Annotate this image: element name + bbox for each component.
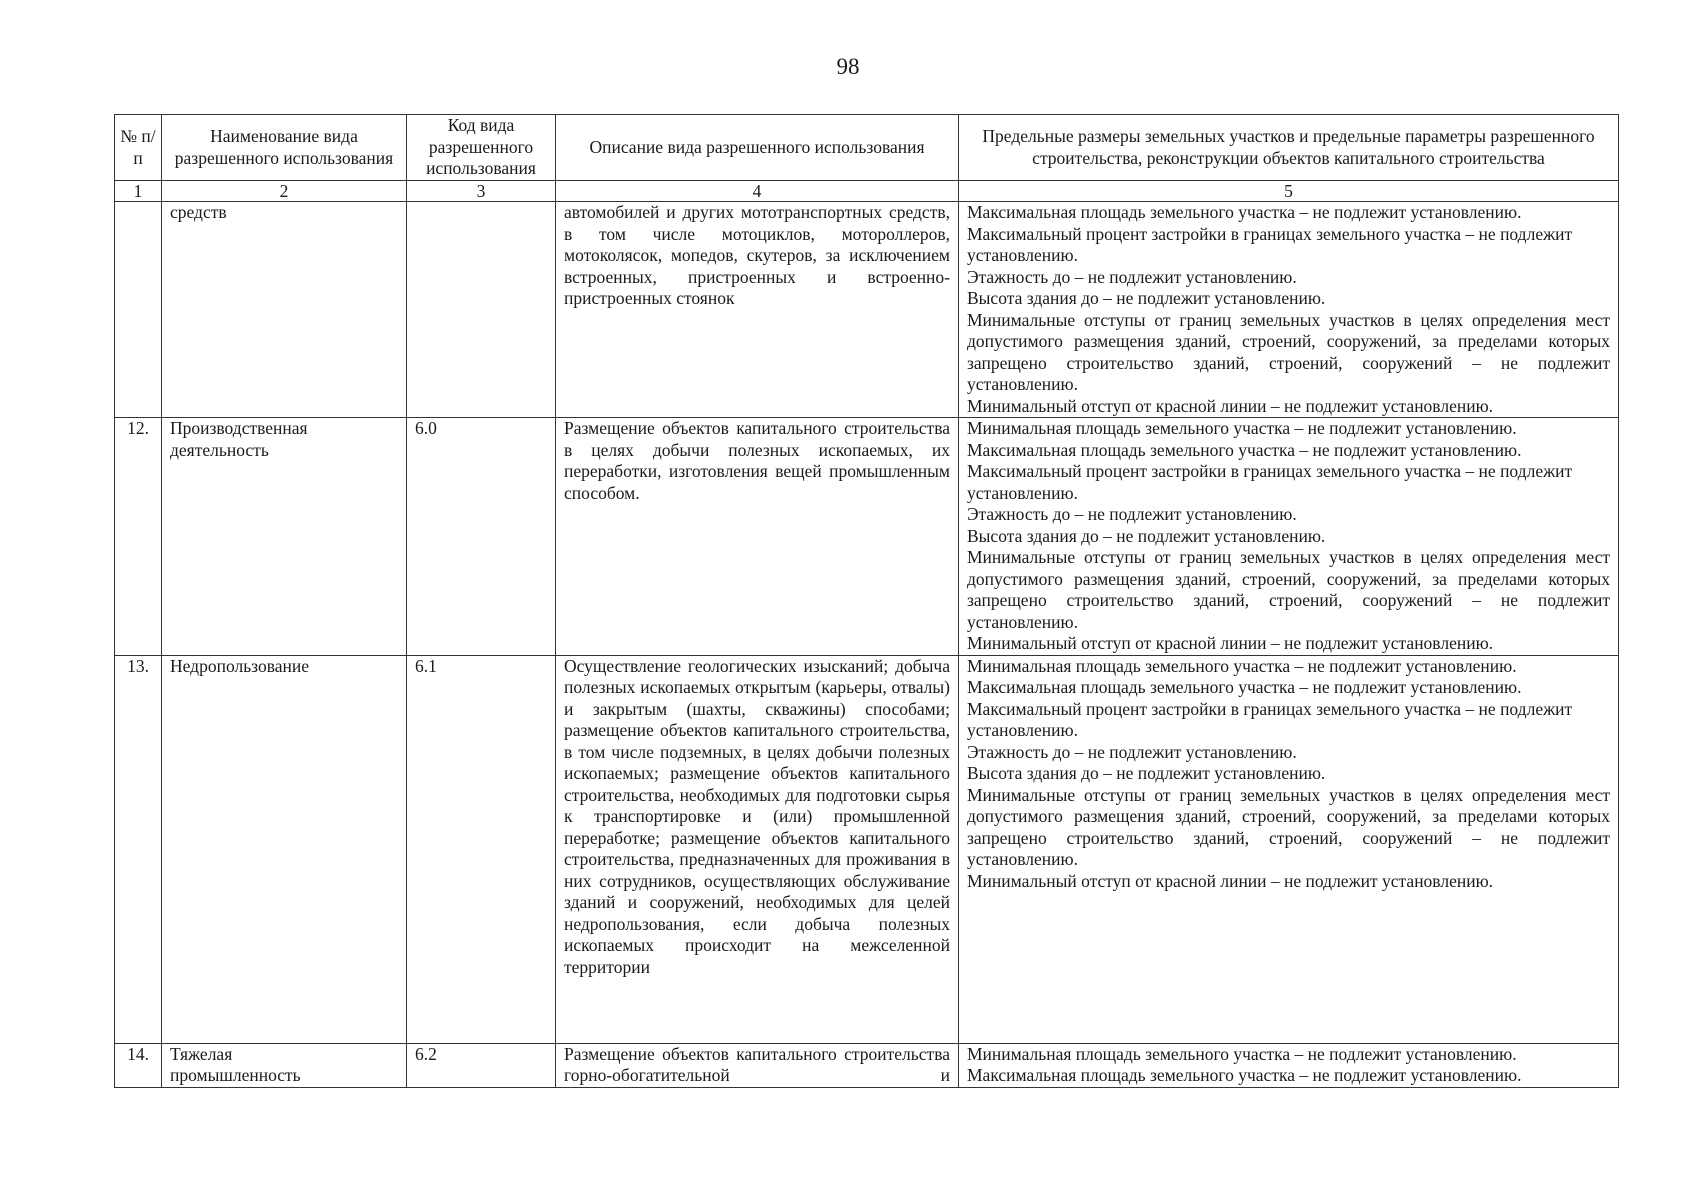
table-row <box>115 202 1619 418</box>
header-params: Предельные размеры земельных участков и предельные параметры разрешенного строительства, реконструкции объектов капитального строительства <box>959 115 1619 181</box>
param-line: Максимальный процент застройки в границах земельного участка – не подлежит установлению. <box>967 698 1573 740</box>
row-params <box>959 418 1619 656</box>
row-code: 6.1 <box>407 655 556 1043</box>
column-number: 4 <box>556 181 959 202</box>
header-code: Код вида разрешенного использования <box>407 115 556 181</box>
regulations-table <box>114 114 1619 1088</box>
param-line: Высота здания до – не подлежит установлению. <box>967 288 1326 308</box>
param-line: Минимальный отступ от красной линии – не подлежит установлению. <box>967 870 1494 891</box>
row-code: 6.0 <box>407 418 556 656</box>
param-line: Этажность до – не подлежит установлению. <box>967 266 1297 287</box>
row-name: Производственная деятельность <box>162 418 407 656</box>
row-code: 6.2 <box>407 1043 556 1087</box>
column-number: 3 <box>407 181 556 202</box>
row-description: Размещение объектов капитального строительства горно-обогатительной и <box>556 1043 959 1087</box>
param-line: Минимальные отступы от границ земельных участков в целях определения мест допустимого размещения зданий, строений, сооружений, за пределами которых запрещено строительство зданий, строений, сооружений – не подлежит установлению. <box>967 547 1610 632</box>
param-line: Минимальные отступы от границ земельных участков в целях определения мест допустимого размещения зданий, строений, сооружений, за пределами которых запрещено строительство зданий, строений, сооружений – не подлежит установлению. <box>967 784 1610 869</box>
row-name: Тяжелая промышленность <box>162 1043 407 1087</box>
row-description: автомобилей и других мототранспортных средств, в том числе мотоциклов, мотороллеров, мотоколясок, мопедов, скутеров, за исключением встроенных, пристроенных и встроенно-пристроенных стоянок <box>556 202 959 418</box>
param-line: Минимальный отступ от красной линии – не подлежит установлению. <box>967 395 1494 416</box>
row-name: Недропользование <box>162 655 407 1043</box>
column-number: 5 <box>959 181 1619 202</box>
row-number: 14. <box>115 1043 162 1087</box>
row-number <box>115 202 162 418</box>
row-number: 12. <box>115 418 162 656</box>
header-description: Описание вида разрешенного использования <box>556 115 959 181</box>
param-line: Высота здания до – не подлежит установлению. <box>967 763 1326 783</box>
row-params <box>959 202 1619 418</box>
param-line: Этажность до – не подлежит установлению. <box>967 741 1297 762</box>
param-line: Высота здания до – не подлежит установлению. <box>967 525 1326 546</box>
row-params <box>959 1043 1619 1087</box>
param-line: Максимальный процент застройки в границах земельного участка – не подлежит установлению. <box>967 223 1573 265</box>
table-row <box>115 1043 1619 1087</box>
row-params <box>959 655 1619 1043</box>
column-numbers-row <box>115 181 1619 202</box>
table-row <box>115 418 1619 656</box>
row-name: средств <box>162 202 407 418</box>
row-number: 13. <box>115 655 162 1043</box>
param-line: Минимальная площадь земельного участка – не подлежит установлению. <box>967 418 1517 438</box>
param-line: Максимальная площадь земельного участка – не подлежит установлению. <box>967 202 1522 222</box>
param-line: Минимальная площадь земельного участка – не подлежит установлению. <box>967 1043 1517 1064</box>
row-code <box>407 202 556 418</box>
param-line: Максимальная площадь земельного участка – не подлежит установлению. <box>967 1065 1522 1085</box>
param-line: Минимальная площадь земельного участка – не подлежит установлению. <box>967 655 1517 676</box>
param-line: Максимальный процент застройки в границах земельного участка – не подлежит установлению. <box>967 461 1573 503</box>
header-row <box>115 115 1619 181</box>
param-line: Максимальная площадь земельного участка – не подлежит установлению. <box>967 677 1522 697</box>
column-number: 2 <box>162 181 407 202</box>
row-description: Осуществление геологических изысканий; добыча полезных ископаемых открытым (карьеры, отвалы) и закрытым (шахты, скважины) способами; размещение объектов капитального строительства, в том числе подземных, в целях добычи полезных ископаемых; размещение объектов капитального строительства, необходимых для подготовки сырья к транспортировке и (или) промышленной переработке; размещение объектов капитального строительства, предназначенных для проживания в них сотрудников, осуществляющих обслуживание зданий и сооружений, необходимых для целей недропользования, если добыча полезных ископаемых происходит на межселенной территории <box>556 655 959 1043</box>
row-description: Размещение объектов капитального строительства в целях добычи полезных ископаемых, их переработки, изготовления вещей промышленным способом. <box>556 418 959 656</box>
header-name: Наименование вида разрешенного использования <box>162 115 407 181</box>
param-line: Максимальная площадь земельного участка – не подлежит установлению. <box>967 439 1522 460</box>
column-number: 1 <box>115 181 162 202</box>
param-line: Минимальный отступ от красной линии – не подлежит установлению. <box>967 633 1494 653</box>
table-row <box>115 655 1619 1043</box>
param-line: Минимальные отступы от границ земельных участков в целях определения мест допустимого размещения зданий, строений, сооружений, за пределами которых запрещено строительство зданий, строений, сооружений – не подлежит установлению. <box>967 309 1610 394</box>
param-line: Этажность до – не подлежит установлению. <box>967 504 1297 524</box>
header-number: № п/п <box>115 115 162 181</box>
page-number: 98 <box>836 54 860 79</box>
